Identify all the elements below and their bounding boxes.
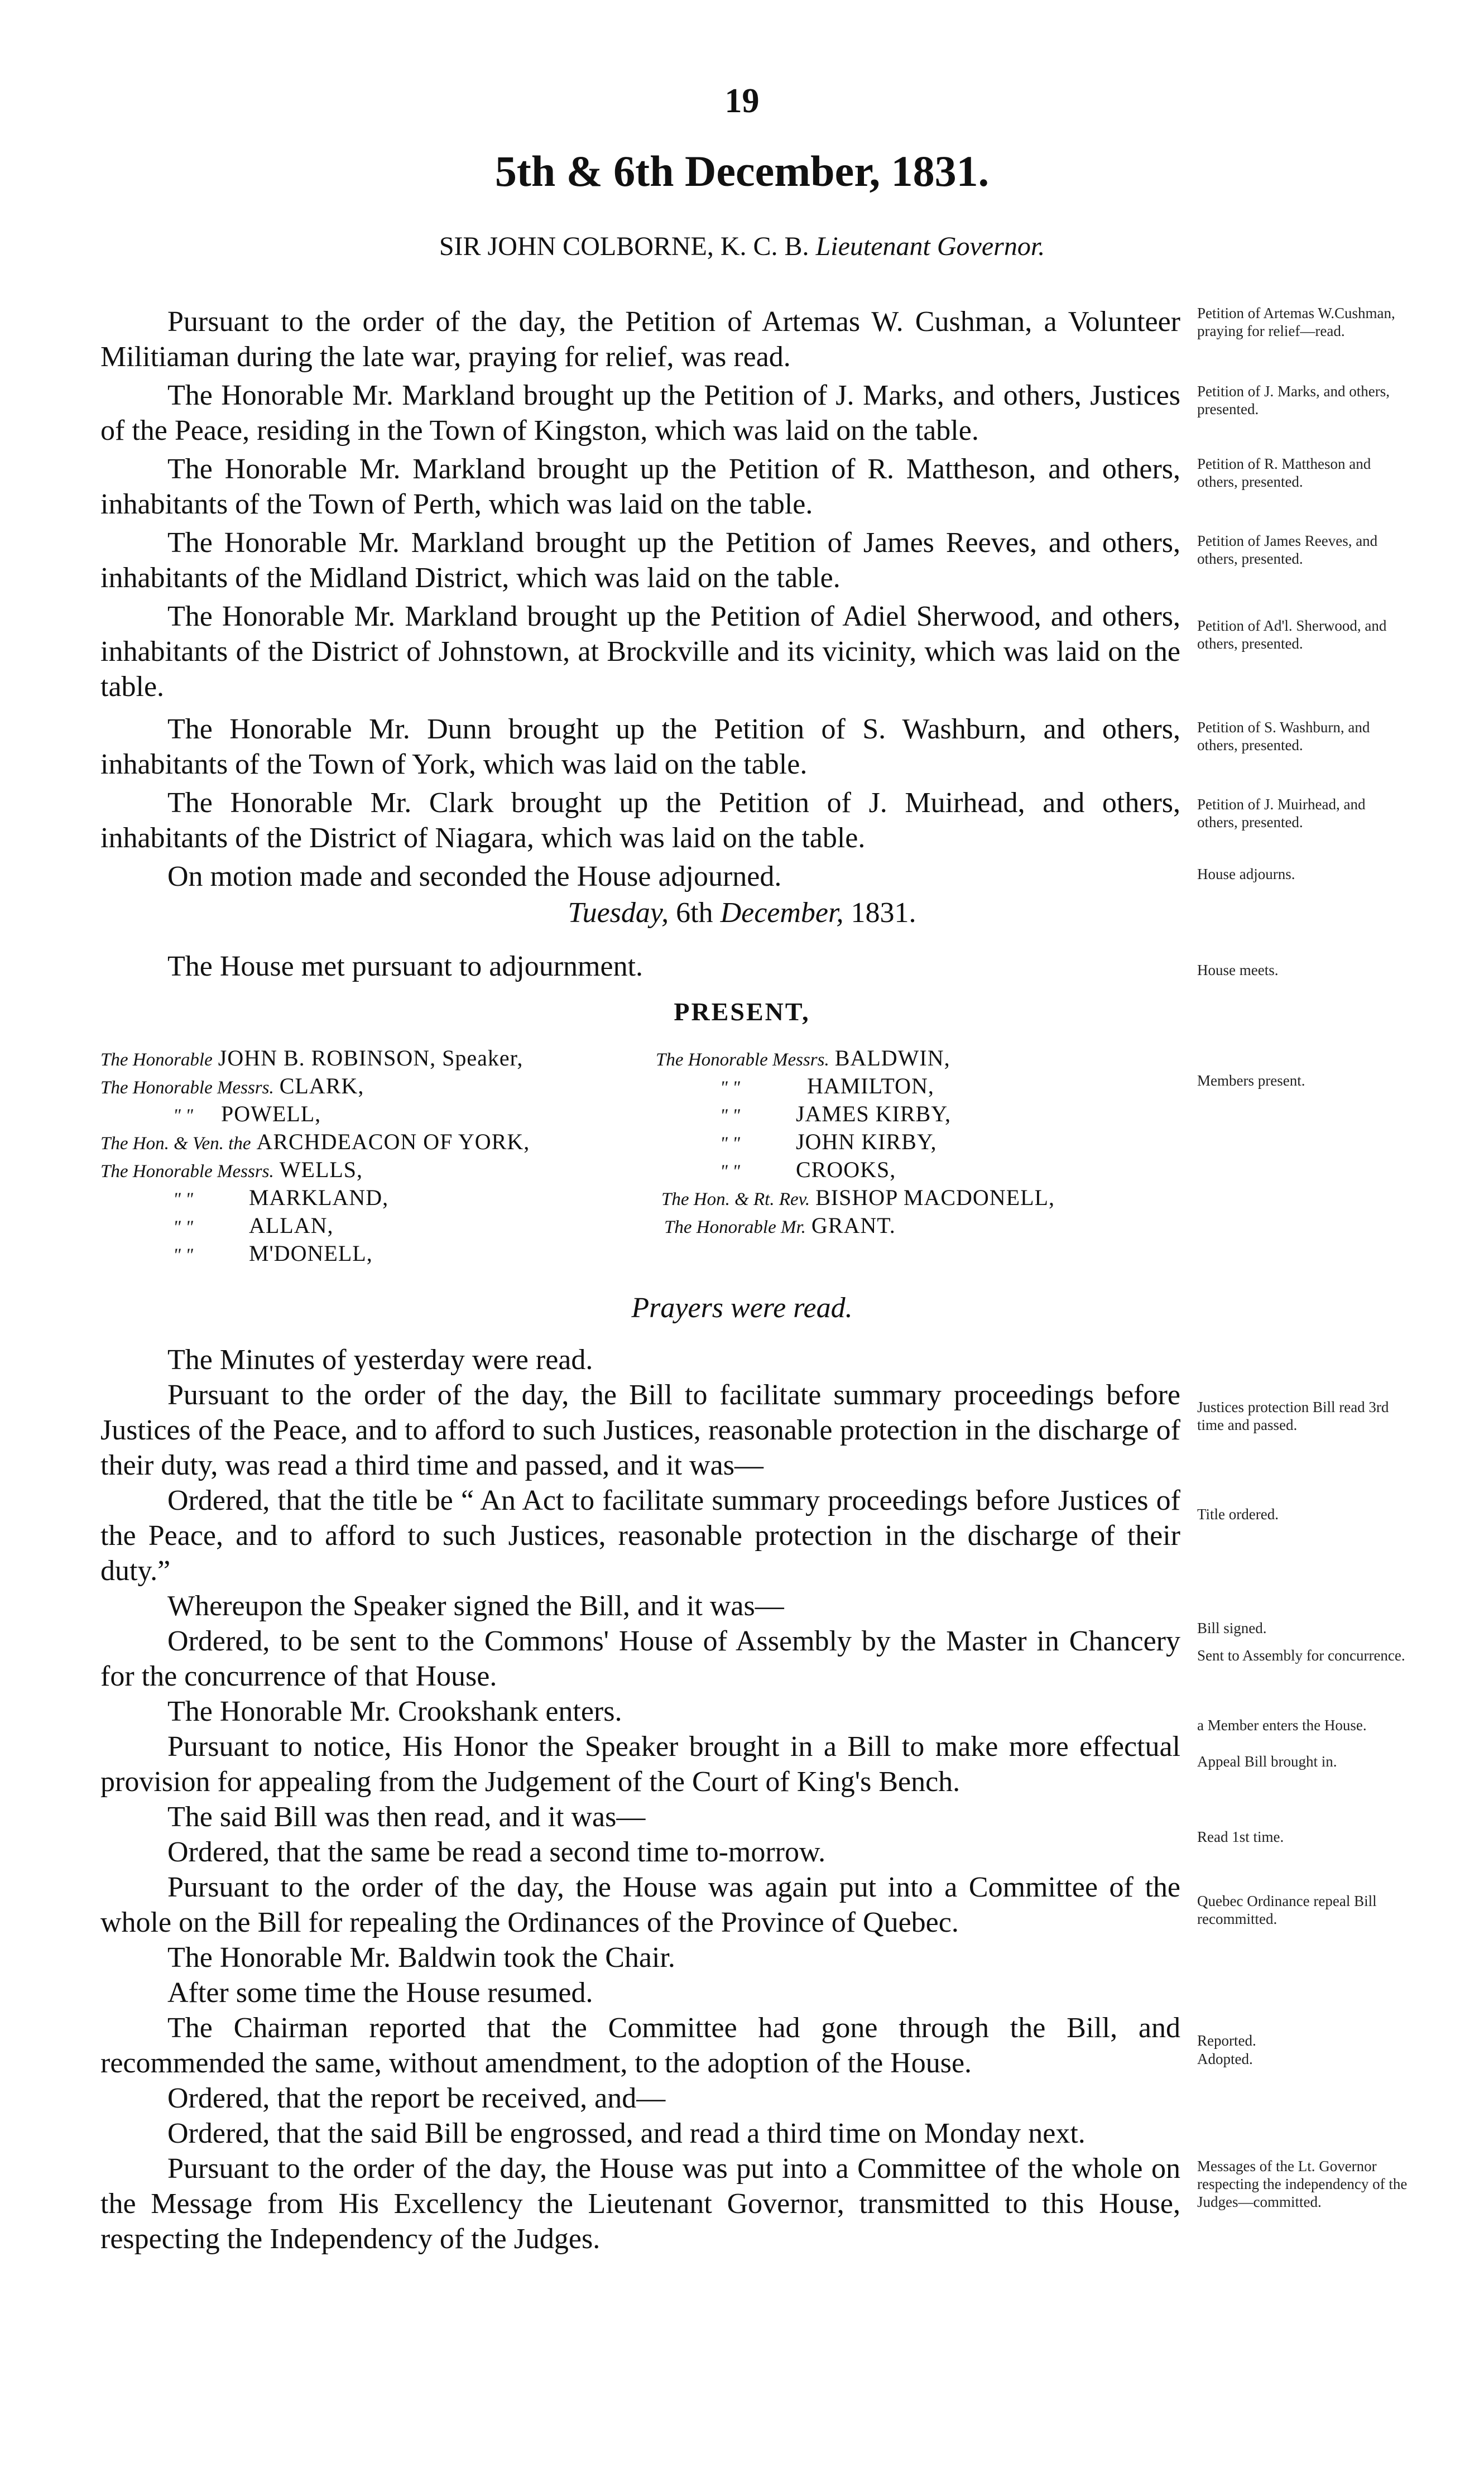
paragraph: The Honorable Mr. Markland brought up the Petition of J. Marks, and others, Justices of the Peace, residing in the Town of Kingston, which was laid on the table. [100, 380, 1180, 447]
margin-note: Sent to Assembly for concurrence. [1197, 1647, 1405, 1664]
paragraph: Ordered, that the title be “ An Act to facilitate summary proceedings before Justices of the Peace, and to afford to such Justices, reasonable protection in the discharge of their duty.” [100, 1485, 1180, 1587]
member-entry: " " MARKLAND, [173, 1185, 389, 1210]
member-entry: " " HAMILTON, [720, 1073, 934, 1098]
paragraph: The Minutes of yesterday were read. [167, 1344, 593, 1376]
paragraph: The Honorable Mr. Baldwin took the Chair. [167, 1942, 675, 1974]
paragraph: Pursuant to the order of the day, the Bill to facilitate summary proceedings before Justices of the Peace, and to afford to such Justices, reasonable protection in the discharge of their duty, was read a third time and passed, and it was— [100, 1379, 1180, 1481]
paragraph: Ordered, that the report be received, and— [167, 2082, 666, 2114]
margin-note: a Member enters the House. [1197, 1717, 1367, 1734]
paragraph: Whereupon the Speaker signed the Bill, and it was— [167, 1590, 784, 1622]
member-entry: The Honorable Mr. GRANT. [664, 1213, 896, 1238]
governor-line [0, 233, 1484, 260]
member-entry: The Hon. & Rt. Rev. BISHOP MACDONELL, [661, 1185, 1055, 1210]
margin-note: Petition of James Reeves, and others, presented. [1197, 532, 1378, 567]
paragraph: Pursuant to the order of the day, the House was again put into a Committee of the whole on the Bill for repealing the Ordinances of the Province of Quebec. [100, 1871, 1180, 1938]
present-heading: PRESENT, [674, 997, 810, 1026]
margin-note: Petition of Artemas W.Cushman, praying for relief—read. [1197, 305, 1395, 339]
margin-note: Petition of J. Marks, and others, presented. [1197, 383, 1390, 417]
paragraph: The Honorable Mr. Markland brought up the Petition of R. Mattheson, and others, inhabitants of the Town of Perth, which was laid on the table. [100, 453, 1180, 520]
member-entry: " " M'DONELL, [173, 1241, 373, 1266]
governor-rank: Lieutenant Governor. [815, 232, 1045, 261]
paragraph: The House met pursuant to adjournment. [167, 951, 643, 982]
paragraph: Pursuant to notice, His Honor the Speaker brought in a Bill to make more effectual provision for appealing from the Judgement of the Court of King's Bench. [100, 1731, 1180, 1798]
member-entry: " " ALLAN, [173, 1213, 334, 1238]
paragraph: Ordered, that the said Bill be engrossed, and read a third time on Monday next. [167, 2118, 1086, 2149]
margin-note: Reported. [1197, 2032, 1256, 2049]
page-number: 19 [724, 82, 760, 120]
paragraph: Pursuant to the order of the day, the House was put into a Committee of the whole on the Message from His Excellency the Lieutenant Governor, transmitted to this House, respecting the Independency of the Judges. [100, 2153, 1180, 2255]
member-entry: " " POWELL, [173, 1101, 321, 1126]
paragraph: Ordered, to be sent to the Commons' House of Assembly by the Master in Chancery for the concurrence of that House. [100, 1625, 1180, 1692]
margin-note: House adjourns. [1197, 866, 1295, 882]
margin-note: Adopted. [1197, 2051, 1253, 2067]
paragraph: The Honorable Mr. Markland brought up the Petition of James Reeves, and others, inhabitants of the Midland District, which was laid on the table. [100, 527, 1180, 594]
date-title: 5th & 6th December, 1831. [494, 147, 990, 195]
member-entry: The Honorable JOHN B. ROBINSON, Speaker, [100, 1045, 524, 1071]
margin-note: Petition of J. Muirhead, and others, presented. [1197, 796, 1366, 831]
paragraph: Pursuant to the order of the day, the Petition of Artemas W. Cushman, a Volunteer Militiaman during the late war, praying for relief, was read. [100, 306, 1180, 373]
members-present-list [100, 1044, 1189, 1284]
governor-name: SIR JOHN COLBORNE, K. C. B. [439, 232, 809, 261]
paragraph: On motion made and seconded the House adjourned. [167, 861, 782, 892]
paragraph: After some time the House resumed. [167, 1977, 593, 2009]
member-entry: The Honorable Messrs. WELLS, [100, 1157, 363, 1182]
margin-note: Read 1st time. [1197, 1828, 1284, 1845]
paragraph: Ordered, that the same be read a second time to-morrow. [167, 1836, 826, 1868]
margin-note: Title ordered. [1197, 1506, 1279, 1523]
paragraph: The Chairman reported that the Committee had gone through the Bill, and recommended the same, without amendment, to the adoption of the House. [100, 2012, 1180, 2079]
margin-note: Messages of the Lt. Governor respecting the independency of the Judges—committed. [1197, 2158, 1408, 2210]
margin-note: Petition of S. Washburn, and others, presented. [1197, 719, 1370, 753]
member-entry: " " JAMES KIRBY, [720, 1101, 951, 1126]
margin-note: Appeal Bill brought in. [1197, 1753, 1337, 1770]
member-entry: " " CROOKS, [720, 1157, 896, 1182]
prayers-line: Prayers were read. [631, 1292, 853, 1324]
member-entry: " " JOHN KIRBY, [720, 1129, 937, 1154]
member-entry: The Hon. & Ven. the ARCHDEACON OF YORK, [100, 1129, 530, 1154]
margin-note: Quebec Ordinance repeal Bill recommitted. [1197, 1893, 1377, 1927]
member-entry: The Honorable Messrs. CLARK, [100, 1073, 364, 1098]
paragraph: The Honorable Mr. Dunn brought up the Petition of S. Washburn, and others, inhabitants of the Town of York, which was laid on the table. [100, 713, 1180, 780]
member-entry: The Honorable Messrs. BALDWIN, [656, 1045, 950, 1071]
margin-note: Petition of Ad'l. Sherwood, and others, presented. [1197, 617, 1387, 652]
margin-note: House meets. [1197, 962, 1279, 978]
paragraph: The Honorable Mr. Clark brought up the Petition of J. Muirhead, and others, inhabitants of the District of Niagara, which was laid on the table. [100, 787, 1180, 854]
day-heading: Tuesday, 6th December, 1831. [568, 897, 916, 929]
margin-note: Bill signed. [1197, 1620, 1267, 1636]
paragraph: The said Bill was then read, and it was— [167, 1801, 646, 1833]
margin-note: Members present. [1197, 1072, 1305, 1089]
paragraph: The Honorable Mr. Markland brought up the Petition of Adiel Sherwood, and others, inhabitants of the District of Johnstown, at Brockville and its vicinity, which was laid on the table. [100, 601, 1180, 703]
margin-note: Justices protection Bill read 3rd time and passed. [1197, 1399, 1389, 1433]
paragraph: The Honorable Mr. Crookshank enters. [167, 1696, 622, 1727]
margin-note: Petition of R. Mattheson and others, presented. [1197, 455, 1371, 490]
